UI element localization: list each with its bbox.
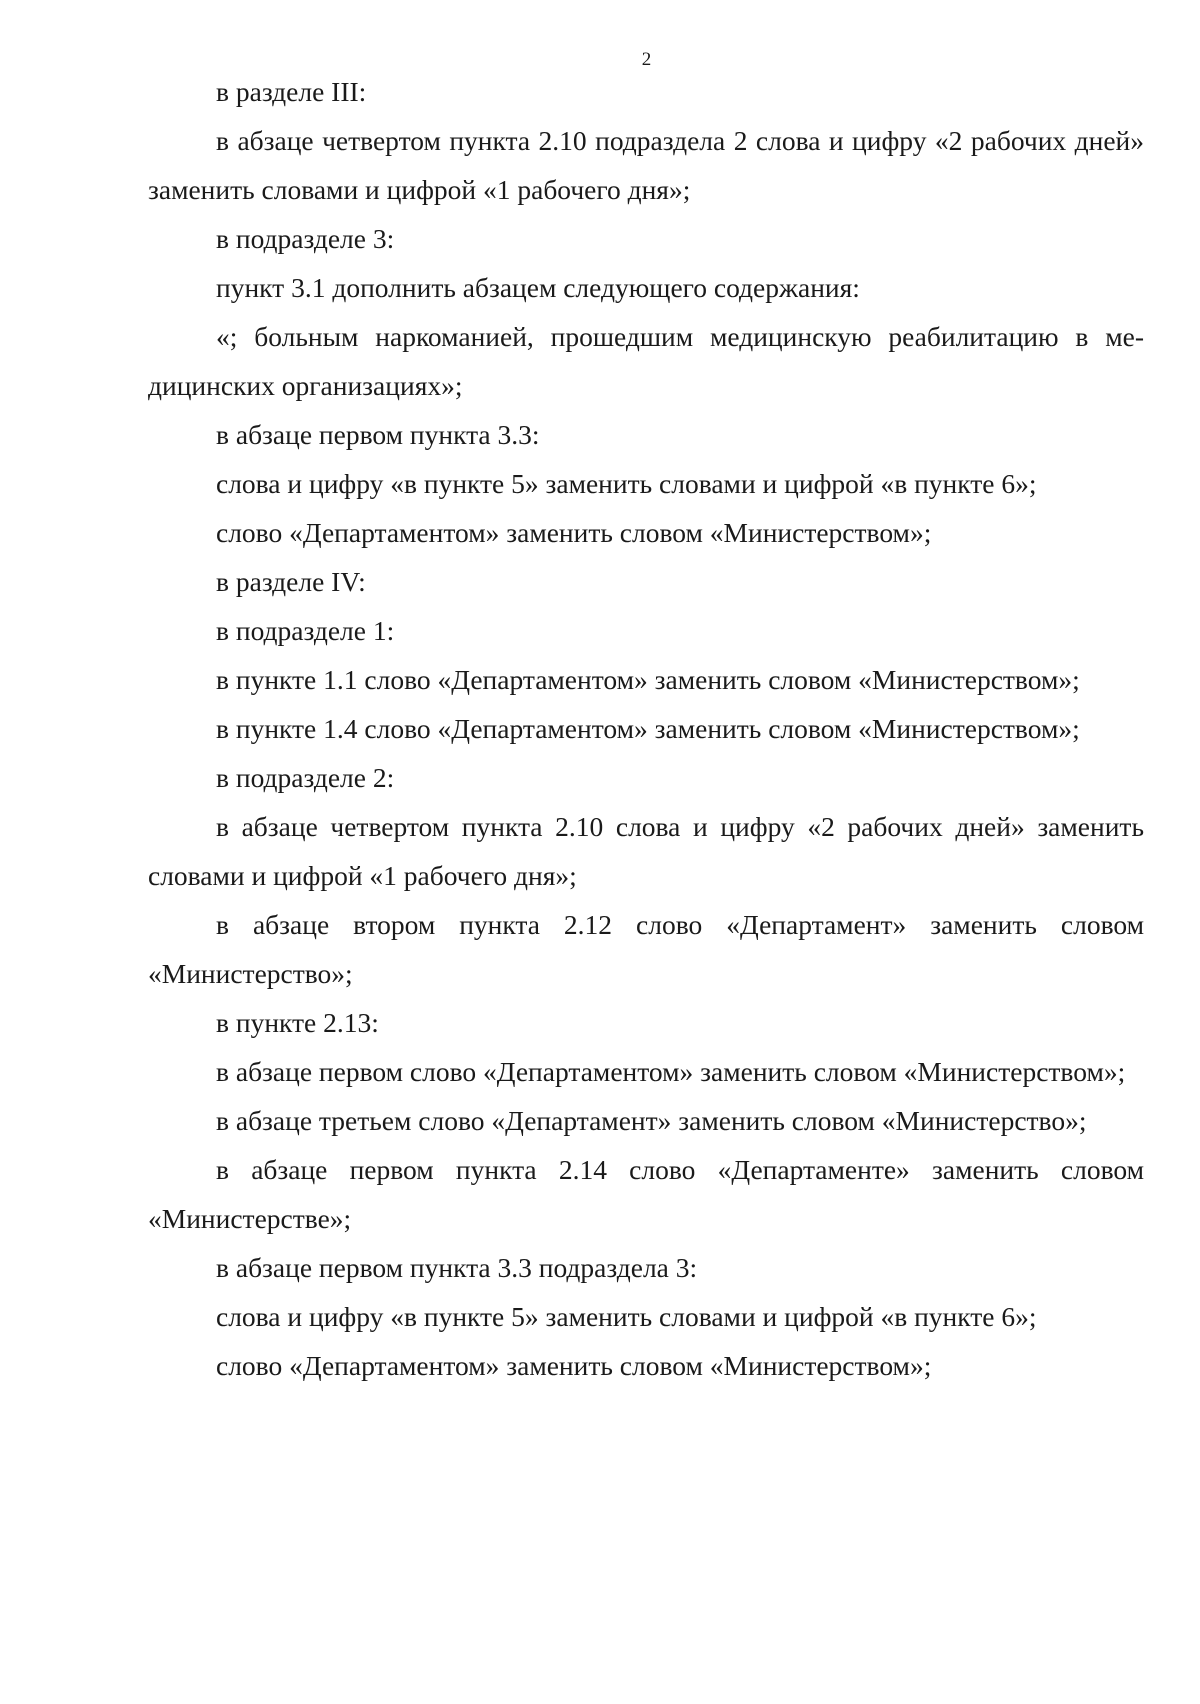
- paragraph: в пункте 1.4 слово «Департаментом» заменить словом «Министерством»;: [216, 713, 1080, 744]
- paragraph: в подразделе 1:: [216, 615, 395, 646]
- paragraph: в абзаце первом пункта 3.3 подраздела 3:: [216, 1252, 698, 1283]
- paragraph: в пункте 2.13:: [216, 1007, 379, 1038]
- paragraph: слова и цифру «в пункте 5» заменить словами и цифрой «в пункте 6»;: [216, 468, 1037, 499]
- page-number: 2: [641, 49, 652, 70]
- paragraph: в разделе III:: [216, 76, 367, 107]
- paragraph: пункт 3.1 дополнить абзацем следующего содержания:: [216, 272, 860, 303]
- paragraph: в абзаце третьем слово «Департамент» заменить словом «Министерство»;: [216, 1105, 1087, 1136]
- paragraph: в разделе IV:: [216, 566, 366, 597]
- paragraph: в абзаце первом пункта 3.3:: [216, 419, 540, 450]
- paragraph: «; больным наркоманией, прошедшим медицинскую реабилитацию в медицинских организациях»;: [148, 321, 1144, 401]
- paragraph: слово «Департаментом» заменить словом «Министерством»;: [216, 517, 932, 548]
- paragraph: слово «Департаментом» заменить словом «Министерством»;: [216, 1350, 932, 1381]
- paragraph: в абзаце четвертом пункта 2.10 слова и цифру «2 рабочих дней» заменить словами и цифрой «1 рабочего дня»;: [148, 811, 1144, 891]
- paragraph: слова и цифру «в пункте 5» заменить словами и цифрой «в пункте 6»;: [216, 1301, 1037, 1332]
- paragraph: в подразделе 3:: [216, 223, 395, 254]
- paragraph: в абзаце четвертом пункта 2.10 подраздела 2 слова и цифру «2 рабочих дней» заменить словами и цифрой «1 рабочего дня»;: [148, 125, 1144, 205]
- paragraph: в абзаце первом слово «Департаментом» заменить словом «Министерством»;: [216, 1056, 1126, 1087]
- paragraph: в абзаце втором пункта 2.12 слово «Департамент» заменить словом «Министерство»;: [148, 909, 1144, 989]
- paragraph: в подразделе 2:: [216, 762, 395, 793]
- document-body: [148, 67, 1144, 1390]
- paragraph: в абзаце первом пункта 2.14 слово «Департаменте» заменить словом «Министерстве»;: [148, 1154, 1144, 1234]
- paragraph: в пункте 1.1 слово «Департаментом» заменить словом «Министерством»;: [216, 664, 1080, 695]
